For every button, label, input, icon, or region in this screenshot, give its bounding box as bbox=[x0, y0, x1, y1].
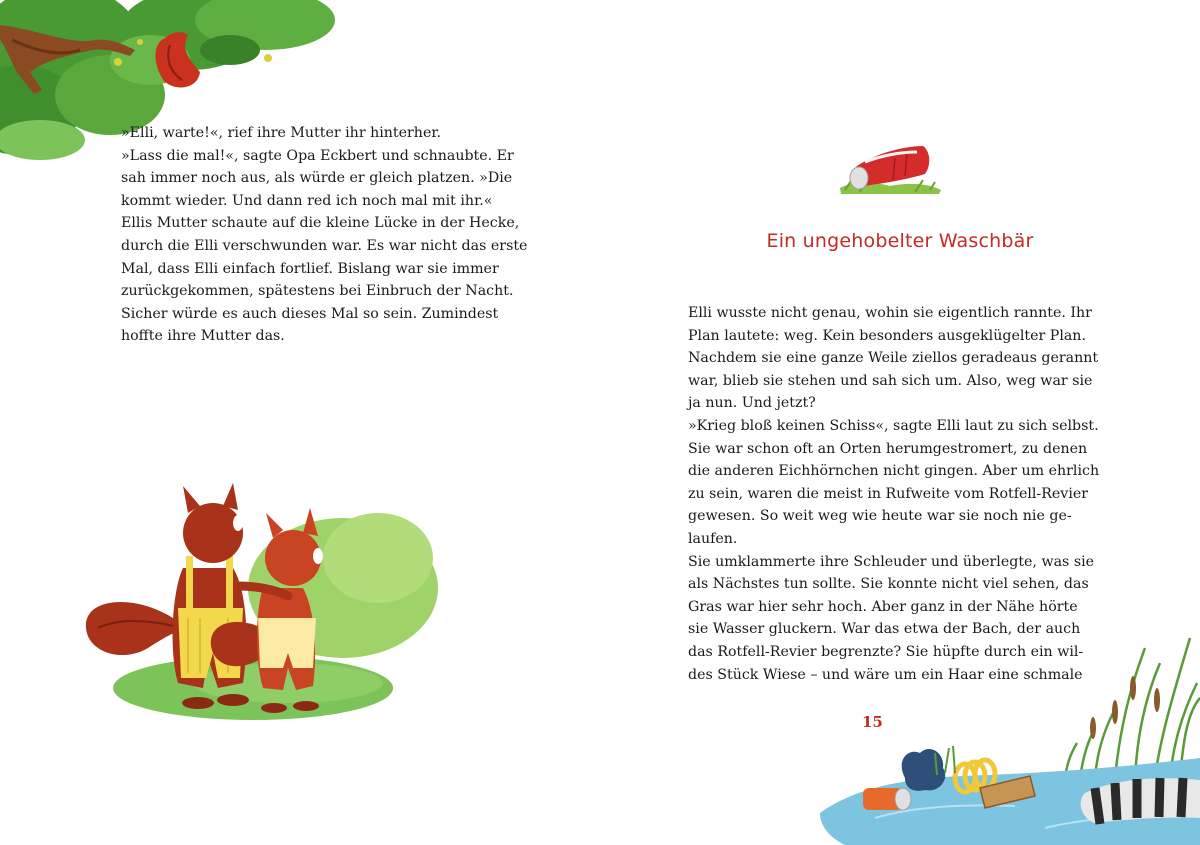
text-line: »Lass die mal!«, sagte Opa Eckbert und schnaubte. Er bbox=[121, 147, 514, 164]
text-line: des Stück Wiese – und wäre um ein Haar eine schmale bbox=[688, 666, 1083, 683]
text-line: sie Wasser gluckern. War das etwa der Bach, der auch bbox=[688, 621, 1081, 638]
page-number: 15 bbox=[862, 713, 883, 731]
text-line: Sie umklammerte ihre Schleuder und überlegte, was sie bbox=[688, 553, 1095, 570]
text-line: das Rotfell-Revier begrenzte? Sie hüpfte durch ein wil- bbox=[688, 643, 1084, 660]
text-line: Plan lautete: weg. Kein besonders ausgeklügelter Plan. bbox=[688, 327, 1086, 344]
two-squirrels-illustration bbox=[78, 478, 448, 723]
text-line: Mal, dass Elli einfach fortlief. Bislang war sie immer bbox=[121, 260, 499, 277]
text-line: als Nächstes tun sollte. Sie konnte nicht viel sehen, das bbox=[688, 576, 1089, 593]
reeds bbox=[1065, 638, 1200, 778]
text-line: Sicher würde es auch dieses Mal so sein. Zumindest bbox=[121, 305, 499, 322]
text-line: zurückgekommen, spätestens bei Einbruch der Nacht. bbox=[121, 283, 514, 300]
text-line: sah immer noch aus, als würde er gleich platzen. »Die bbox=[121, 170, 513, 187]
text-line: Ellis Mutter schaute auf die kleine Lücke in der Hecke, bbox=[121, 215, 520, 232]
crushed-red-can-icon bbox=[835, 140, 945, 200]
pond-illustration bbox=[815, 628, 1200, 845]
text-line: laufen. bbox=[688, 530, 738, 547]
text-line: gewesen. So weit weg wie heute war sie noch nie ge- bbox=[688, 508, 1072, 525]
left-page-text bbox=[121, 122, 528, 348]
text-line: kommt wieder. Und dann red ich noch mal mit ihr.« bbox=[121, 192, 493, 209]
text-line: Nachdem sie eine ganze Weile ziellos geradeaus gerannt bbox=[688, 350, 1099, 367]
right-page bbox=[600, 0, 1200, 845]
text-line: Sie war schon oft an Orten herumgestromert, zu denen bbox=[688, 440, 1088, 457]
text-line: durch die Elli verschwunden war. Es war nicht das erste bbox=[121, 237, 528, 254]
text-line: hoffte ihre Mutter das. bbox=[121, 328, 285, 345]
text-line: Elli wusste nicht genau, wohin sie eigentlich rannte. Ihr bbox=[688, 305, 1092, 321]
text-line: »Elli, warte!«, rief ihre Mutter ihr hinterher. bbox=[121, 125, 442, 141]
text-line: zu sein, waren die meist in Rufweite vom Rotfell-Revier bbox=[688, 485, 1089, 502]
text-line: die anderen Eichhörnchen nicht gingen. Aber um ehrlich bbox=[688, 463, 1100, 480]
text-line: war, blieb sie stehen und sah sich um. Also, weg war sie bbox=[688, 372, 1093, 389]
text-line: »Krieg bloß keinen Schiss«, sagte Elli laut zu sich selbst. bbox=[688, 417, 1099, 434]
text-line: ja nun. Und jetzt? bbox=[688, 395, 816, 412]
text-line: Gras war hier sehr hoch. Aber ganz in der Nähe hörte bbox=[688, 598, 1078, 615]
chapter-title: Ein ungehobelter Waschbär bbox=[766, 230, 1034, 252]
